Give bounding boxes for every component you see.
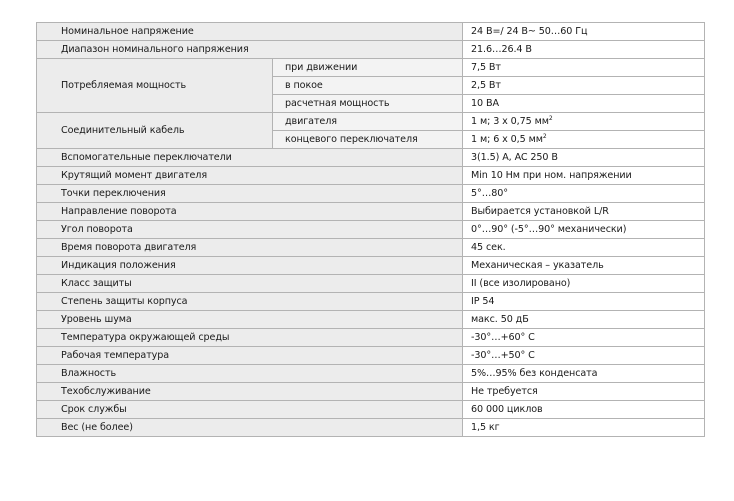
spec-label: Угол поворота (37, 221, 463, 239)
spec-group-label: Потребляемая мощность (37, 59, 273, 113)
table-row (37, 419, 705, 437)
spec-value: 0°…90° (-5°…90° механически) (463, 221, 705, 239)
spec-value: Min 10 Нм при ном. напряжении (463, 167, 705, 185)
spec-label: Рабочая температура (37, 347, 463, 365)
spec-label: Индикация положения (37, 257, 463, 275)
spec-value-text: 1 м; 3 x 0,75 мм (471, 116, 549, 127)
table-row (37, 347, 705, 365)
spec-label: Диапазон номинального напряжения (37, 41, 463, 59)
spec-value: 24 В=/ 24 В~ 50…60 Гц (463, 23, 705, 41)
table-row (37, 383, 705, 401)
spec-value: 60 000 циклов (463, 401, 705, 419)
spec-label: Срок службы (37, 401, 463, 419)
spec-value: макс. 50 дБ (463, 311, 705, 329)
spec-sublabel: расчетная мощность (273, 95, 463, 113)
spec-value: 21.6…26.4 В (463, 41, 705, 59)
table-row (37, 167, 705, 185)
spec-label: Номинальное напряжение (37, 23, 463, 41)
table-row (37, 275, 705, 293)
table-row (37, 23, 705, 41)
spec-value: 2,5 Вт (463, 77, 705, 95)
spec-label: Степень защиты корпуса (37, 293, 463, 311)
specifications-table (36, 22, 705, 437)
spec-value: IP 54 (463, 293, 705, 311)
spec-value: 5%…95% без конденсата (463, 365, 705, 383)
table-row (37, 221, 705, 239)
spec-label: Точки переключения (37, 185, 463, 203)
table-row (37, 365, 705, 383)
spec-sublabel: при движении (273, 59, 463, 77)
spec-value: -30°…+60° C (463, 329, 705, 347)
spec-label: Вес (не более) (37, 419, 463, 437)
spec-value: 5°…80° (463, 185, 705, 203)
spec-label: Вспомогательные переключатели (37, 149, 463, 167)
spec-label: Влажность (37, 365, 463, 383)
table-row (37, 329, 705, 347)
table-row (37, 257, 705, 275)
spec-group-label: Соединительный кабель (37, 113, 273, 149)
spec-value: Механическая – указатель (463, 257, 705, 275)
superscript: 2 (548, 115, 553, 122)
spec-value: 45 сек. (463, 239, 705, 257)
table-row (37, 239, 705, 257)
spec-label: Направление поворота (37, 203, 463, 221)
spec-value: 3(1.5) A, AC 250 В (463, 149, 705, 167)
superscript: 2 (542, 133, 547, 140)
table-row (37, 185, 705, 203)
spec-value: -30°…+50° C (463, 347, 705, 365)
spec-sublabel: концевого переключателя (273, 131, 463, 149)
spec-label: Класс защиты (37, 275, 463, 293)
table-row (37, 401, 705, 419)
spec-value: Выбирается установкой L/R (463, 203, 705, 221)
table-row (37, 311, 705, 329)
spec-value: 10 ВА (463, 95, 705, 113)
spec-value-text: 1 м; 6 x 0,5 мм (471, 134, 543, 145)
specifications-body (37, 23, 705, 437)
table-row (37, 41, 705, 59)
spec-value (463, 131, 705, 149)
spec-sublabel: двигателя (273, 113, 463, 131)
table-row (37, 293, 705, 311)
spec-value: Не требуется (463, 383, 705, 401)
table-row (37, 149, 705, 167)
spec-label: Время поворота двигателя (37, 239, 463, 257)
spec-label: Крутящий момент двигателя (37, 167, 463, 185)
spec-label: Уровень шума (37, 311, 463, 329)
table-row (37, 203, 705, 221)
spec-value (463, 113, 705, 131)
table-row (37, 59, 705, 77)
spec-label: Температура окружающей среды (37, 329, 463, 347)
spec-value: 7,5 Вт (463, 59, 705, 77)
spec-sublabel: в покое (273, 77, 463, 95)
spec-label: Техобслуживание (37, 383, 463, 401)
table-row (37, 113, 705, 131)
spec-value: II (все изолировано) (463, 275, 705, 293)
spec-value: 1,5 кг (463, 419, 705, 437)
